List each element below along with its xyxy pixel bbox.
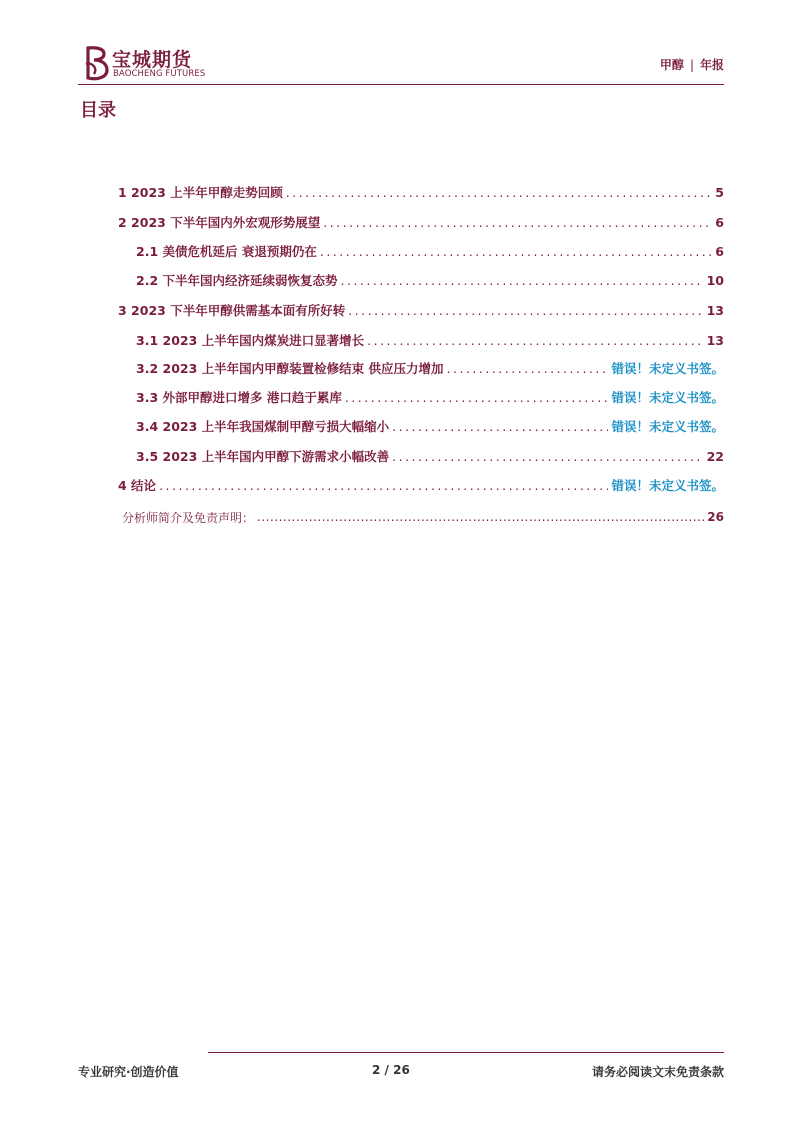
toc-entry-page-error: 错误！未定义书签。 [611, 478, 724, 493]
toc-entry[interactable] [136, 415, 724, 437]
dot-leader [392, 419, 608, 434]
product-name: 甲醇 [659, 58, 684, 72]
report-category [660, 56, 724, 73]
toc-entry[interactable] [118, 474, 724, 496]
dot-leader [367, 333, 703, 348]
toc-entry-label: 分析师简介及免责声明： [122, 510, 255, 525]
toc-entry-page-error: 错误！未定义书签。 [611, 419, 724, 434]
header-separator: | [689, 58, 694, 72]
toc-entry-page: 13 [706, 302, 724, 318]
toc-entry-label: 1 2023 上半年甲醇走势回顾 [118, 185, 283, 200]
dot-leader [341, 273, 704, 288]
toc-entry-page: 10 [706, 272, 724, 288]
toc-entry-label: 3.5 2023 上半年国内甲醇下游需求小幅改善 [136, 449, 390, 464]
toc-entry-label: 3.1 2023 上半年国内煤炭进口显著增长 [136, 333, 365, 348]
toc-entry[interactable] [136, 269, 724, 291]
dot-leader [257, 510, 704, 524]
toc-entry[interactable] [136, 240, 724, 262]
company-logo [82, 44, 212, 84]
dot-leader [320, 244, 712, 259]
toc-entry[interactable] [136, 357, 724, 379]
dot-leader [159, 478, 608, 493]
footer-divider [208, 1052, 724, 1053]
toc-entry-page: 6 [715, 243, 724, 259]
logo-chinese-name: 宝城期货 [112, 49, 193, 71]
dot-leader [345, 390, 609, 405]
toc-entry[interactable] [122, 506, 724, 528]
toc-entry-page: 26 [707, 510, 724, 524]
toc-title: 目录 [80, 100, 116, 121]
toc-entry-label: 3.4 2023 上半年我国煤制甲醇亏损大幅缩小 [136, 419, 390, 434]
dot-leader [392, 449, 703, 464]
dot-leader [323, 215, 712, 230]
toc-entry-label: 2.1 美债危机延后 衰退预期仍在 [136, 244, 317, 259]
toc-entry-label: 2 2023 下半年国内外宏观形势展望 [118, 215, 321, 230]
toc-entry[interactable] [118, 211, 724, 233]
toc-entry[interactable] [136, 445, 724, 467]
toc-entry[interactable] [136, 329, 724, 351]
toc-entry-label: 3.3 外部甲醇进口增多 港口趋于累库 [136, 390, 342, 405]
toc-entry-label: 3.2 2023 上半年国内甲醇装置检修结束 供应压力增加 [136, 361, 444, 376]
toc-entry-label: 3 2023 下半年甲醇供需基本面有所好转 [118, 303, 346, 318]
baocheng-logo-icon [82, 44, 112, 82]
page-number: 2 / 26 [372, 1063, 410, 1077]
toc-entry[interactable] [118, 181, 724, 203]
toc-entry-page: 6 [715, 214, 724, 230]
toc-entry-page-error: 错误！未定义书签。 [611, 390, 724, 405]
header-divider [78, 84, 724, 85]
toc-entry[interactable] [136, 386, 724, 408]
dot-leader [286, 185, 713, 200]
logo-english-name: BAOCHENG FUTURES [113, 69, 206, 79]
toc-entry-label: 4 结论 [118, 478, 157, 493]
toc-entry-page: 13 [706, 332, 724, 348]
toc-entry-label: 2.2 下半年国内经济延续弱恢复态势 [136, 273, 338, 288]
disclaimer-notice: 请务必阅读文末免责条款 [591, 1065, 724, 1079]
page-header [0, 0, 802, 90]
dot-leader [348, 303, 703, 318]
footer-slogan: 专业研究·创造价值 [78, 1065, 179, 1079]
report-type: 年报 [699, 58, 724, 72]
toc-entry-page: 5 [715, 184, 724, 200]
toc-entry-page: 22 [706, 448, 724, 464]
dot-leader [447, 361, 609, 376]
toc-entry-page-error: 错误！未定义书签。 [611, 361, 724, 376]
toc-entry[interactable] [118, 299, 724, 321]
